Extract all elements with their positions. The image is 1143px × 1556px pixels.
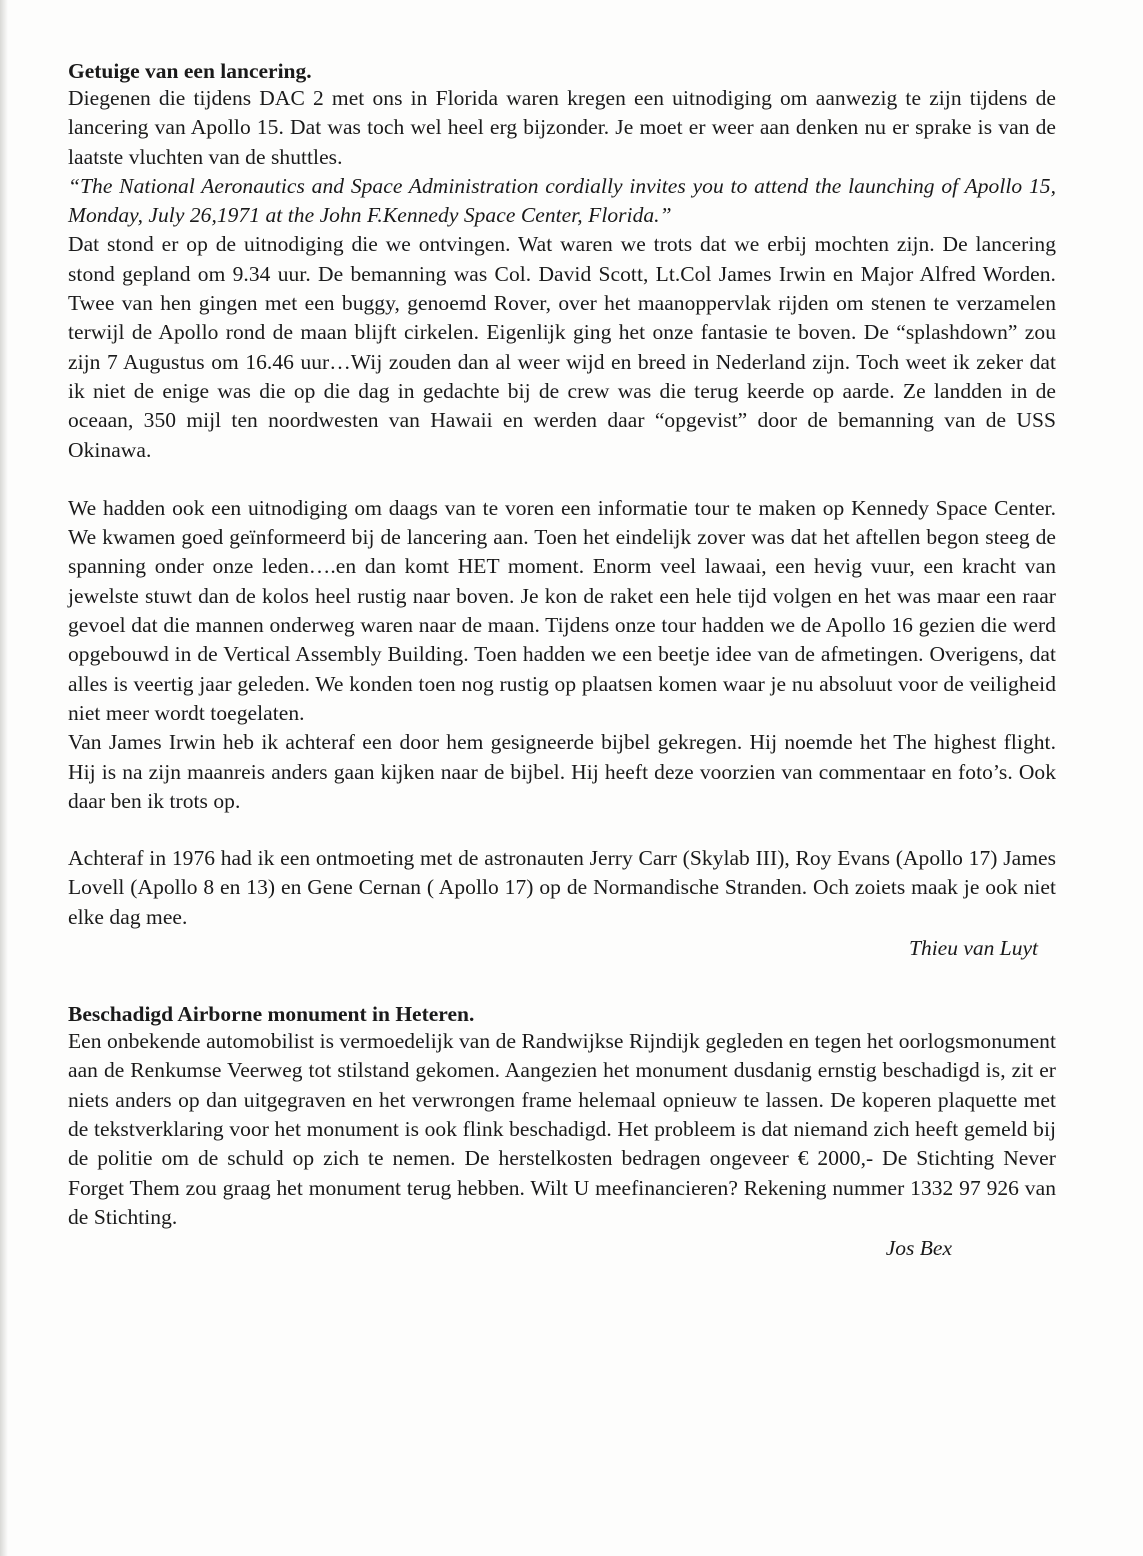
article-paragraph: Een onbekende automobilist is vermoedelijk van de Randwijkse Rijndijk gegleden en tegen het oorlogsmonument aan de Renkumse Veerweg tot stilstand gekomen. Aangezien het monument dusdanig ernstig beschadigd is, zit er niets anders op dan uitgegraven en het verwrongen frame helemaal opnieuw te lassen. De koperen plaquette met de tekstverklaring voor het monument is ook flink beschadigd. Het probleem is dat niemand zich heeft gemeld bij de politie om de schuld op zich te nemen. De herstelkosten bedragen ongeveer € 2000,- De Stichting Never Forget Them zou graag het monument terug hebben. Wilt U meefinancieren? Rekening nummer 1332 97 926 van de Stichting. [68, 1029, 1056, 1229]
article-paragraph: We hadden ook een uitnodiging om daags van te voren een informatie tour te maken op Kennedy Space Center. We kwamen goed geïnformeerd bij de lancering aan. Toen het eindelijk zover was dat het aftellen begon steeg de spanning onder onze leden….en dan komt HET moment. Enorm veel lawaai, een hevig vuur, een kracht van jewelste stuwt dan de kolos heel rustig naar boven. Je kon de raket een hele tijd volgen en het was maar een raar gevoel dat die mannen onderweg waren naar de maan. Tijdens onze tour hadden we de Apollo 16 gezien die werd opgebouwd in de Vertical Assembly Building. Toen hadden we een beetje idee van de afmetingen. Overigens, dat alles is veertig jaar geleden. We konden toen nog rustig op plaatsen komen waar je nu absoluut voor de veiligheid niet meer wordt toegelaten. [68, 495, 1056, 725]
article-title: Getuige van een lancering. [68, 59, 312, 83]
author-signature: Jos Bex [885, 1236, 952, 1261]
article-paragraph: Dat stond er op de uitnodiging die we ontvingen. Wat waren we trots dat we erbij mochten zijn. De lancering stond gepland om 9.34 uur. De bemanning was Col. David Scott, Lt.Col James Irwin en Major Alfred Worden. Twee van hen gingen met een buggy, genoemd Rover, over het maanoppervlak rijden om stenen te verzamelen terwijl de Apollo rond de maan blijft cirkelen. Eigenlijk ging het onze fantasie te boven. De “splashdown” zou zijn 7 Augustus om 16.46 uur…Wij zouden dan al weer wijd en breed in Nederland zijn. Toch weet ik zeker dat ik niet de enige was die op die dag in gedachte bij de crew was die terug keerde op aarde. Ze landden in de oceaan, 350 mijl ten noordwesten van Hawaii en werden daar “opgevist” door de bemanning van de USS Okinawa. [68, 232, 1056, 462]
paragraph-spacer [68, 465, 1056, 494]
text-column [68, 58, 1056, 1263]
article-apollo-launch [68, 58, 1056, 963]
article-paragraph: Diegenen die tijdens DAC 2 met ons in Florida waren kregen een uitnodiging om aanwezig te zijn tijdens de lancering van Apollo 15. Dat was toch wel heel erg bijzonder. Je moet er weer aan denken nu er sprake is van de laatste vluchten van de shuttles. [68, 86, 1056, 169]
scan-edge-shadow [0, 0, 8, 1556]
author-signature: Thieu van Luyt [909, 936, 1038, 961]
article-title: Beschadigd Airborne monument in Heteren. [68, 1002, 475, 1027]
article-paragraph: Van James Irwin heb ik achteraf een door hem gesigneerde bijbel gekregen. Hij noemde het The highest flight. Hij is na zijn maanreis anders gaan kijken naar de bijbel. Hij heeft deze voorzien van commentaar en foto’s. Ook daar ben ik trots op. [68, 730, 1056, 813]
paragraph-spacer [68, 816, 1056, 844]
article-paragraph: Achteraf in 1976 had ik een ontmoeting met de astronauten Jerry Carr (Skylab III), Roy Evans (Apollo 17) James Lovell (Apollo 8 en 13) en Gene Cernan ( Apollo 17) op de Normandische Stranden. Och zoiets maak je ook niet elke dag mee. [68, 846, 1056, 929]
invitation-quote: “The National Aeronautics and Space Administration cordially invites you to attend the launching of Apollo 15, Monday, July 26,1971 at the John F.Kennedy Space Center, Florida.” [68, 173, 1056, 228]
article-airborne-monument [68, 1001, 1056, 1263]
